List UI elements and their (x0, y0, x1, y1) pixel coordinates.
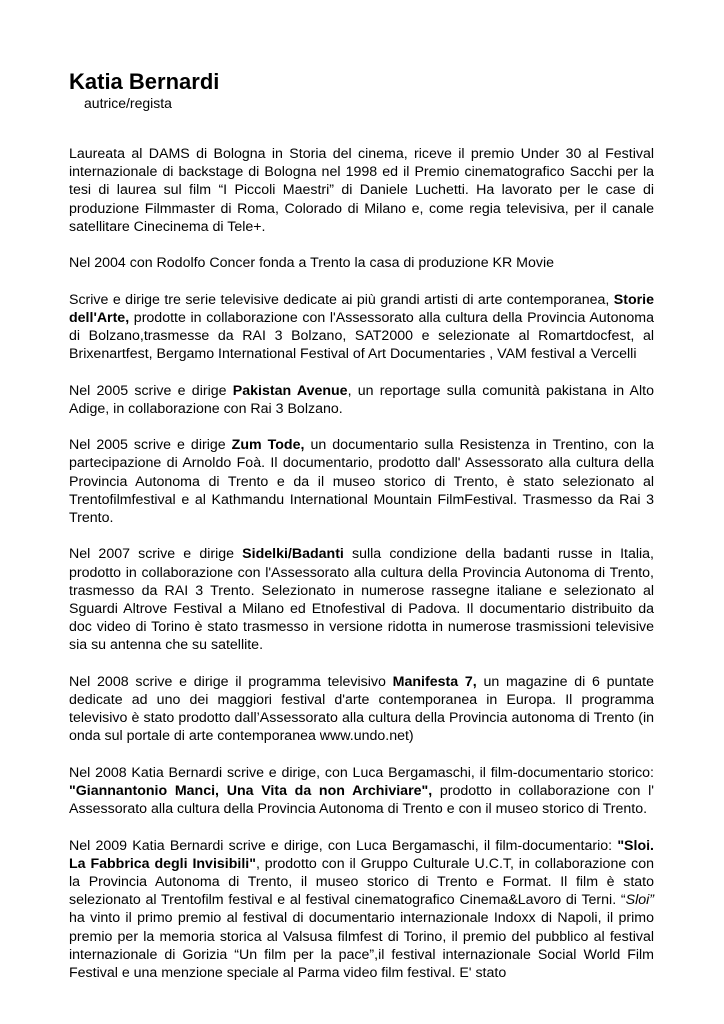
bold-title: Pakistan Avenue (232, 382, 348, 399)
paragraph-text: sulla condizione della badanti russe in Italia, prodotto in collaborazione con l'Assessorato alla cultura della Provincia Autonoma di Trento, trasmesso da RAI 3 Trento. Selezionato in numerose rassegne italiane e selezionato al Sguardi Altrove Festival a Milano ed Etnofestival di Padova. Il documentario distribuito da doc video di Torino è stato trasmesso in versione ridotta in numerose trasmissioni televisive sia su antenna che su satellite. (69, 546, 654, 654)
paragraph-text: Laureata al DAMS di Bologna in Storia del cinema, riceve il premio Under 30 al Festival internazionale di backstage di Bologna nel 1998 ed il Premio cinematografico Sacchi per la tesi di laurea sul film “I Piccoli Maestri” di Daniele Luchetti. Ha lavorato per le case di produzione Filmmaster di Roma, Colorado di Milano e, come regia televisiva, per il canale satellitare Cinecinema di Tele+. (69, 146, 654, 235)
italic-title: Sloi” (625, 892, 654, 909)
bold-title: "Sloi. La Fabbrica degli Invisibili" (69, 837, 654, 872)
bio-paragraph (69, 545, 654, 654)
paragraph-text: prodotto in collaborazione con l' Assessorato alla cultura della Provincia Autonoma di Trento e con il museo storico di Trento. (69, 783, 654, 818)
bold-title: Storie dell'Arte, (69, 291, 654, 326)
biography-body (69, 145, 654, 982)
paragraph-text: prodotte in collaborazione con l'Assessorato alla cultura della Provincia Autonoma di Bolzano,trasmesse da RAI 3 Bolzano, SAT2000 e selezionate al Romartdocfest, al Brixenartfest, Bergamo International Festival of Art Documentaries , VAM festival a Vercelli (69, 309, 654, 363)
paragraph-text: Nel 2008 scrive e dirige il programma televisivo (69, 673, 393, 690)
author-name: Katia Bernardi (69, 69, 220, 94)
bold-title: "Giannantonio Manci, Una Vita da non Archiviare", (69, 783, 433, 799)
bold-title: Sidelki/Badanti (242, 546, 344, 563)
paragraph-text: Nel 2009 Katia Bernardi scrive e dirige, con Luca Bergamaschi, il film-documentario: (69, 837, 618, 854)
bio-paragraph (69, 254, 654, 272)
paragraph-text: ha vinto il primo premio al festival di documentario internazionale Indoxx di Napoli, il primo premio per la memoria storica al Valsusa filmfest di Torino, il premio del pubblico al festival internazionale di Gorizia “Un film per la pace”,il festival internazionale Social World Film Festival e una menzione speciale al Parma video film festival. E' stato (69, 910, 654, 982)
bio-paragraph (69, 837, 654, 983)
bio-paragraph (69, 764, 654, 819)
paragraph-text: Nel 2005 scrive e dirige (69, 437, 232, 454)
paragraph-text: , un reportage sulla comunità pakistana in Alto Adige, in collaborazione con Rai 3 Bolzano. (69, 382, 654, 417)
bio-paragraph (69, 436, 654, 527)
paragraph-text: Scrive e dirige tre serie televisive dedicate ai più grandi artisti di arte contemporanea, (69, 291, 614, 308)
paragraph-text: Nel 2007 scrive e dirige (69, 546, 243, 563)
paragraph-text: Nel 2004 con Rodolfo Concer fonda a Trento la casa di produzione KR Movie (69, 255, 555, 272)
paragraph-text: un documentario sulla Resistenza in Trentino, con la partecipazione di Arnoldo Foà. Il documentario, prodotto dall' Assessorato alla cultura della Provincia Autonoma di Trento e da il museo storico di Trento, è stato selezionato al Trentofilmfestival e al Kathmandu International Mountain FilmFestival. Trasmesso da Rai 3 Trento. (69, 437, 654, 526)
paragraph-text: Nel 2005 scrive e dirige (69, 382, 233, 399)
author-role: autrice/regista (84, 95, 172, 111)
bio-paragraph (69, 382, 654, 418)
paragraph-text: Nel 2008 Katia Bernardi scrive e dirige, con Luca Bergamaschi, il film-documentario storico: (69, 764, 654, 781)
paragraph-text: , prodotto con il Gruppo Culturale U.C.T, in collaborazione con la Provincia Autonoma di Trento, il museo storico di Trento e Format. Il film è stato selezionato al Trentofilm festival e al festival cinematografico Cinema&Lavoro di Terni. “ (69, 855, 654, 909)
paragraph-text: un magazine di 6 puntate dedicate ad uno dei maggiori festival d'arte contemporanea in Europa. Il programma televisivo è stato prodotto dall’Assessorato alla cultura della Provincia autonoma di Trento (in onda sul portale di arte contemporanea www.undo.net) (69, 673, 655, 745)
bio-paragraph (69, 673, 654, 746)
bold-title: Zum Tode, (231, 437, 305, 454)
bold-title: Manifesta 7, (392, 673, 477, 690)
bio-paragraph (69, 291, 654, 364)
bio-paragraph (69, 145, 654, 236)
